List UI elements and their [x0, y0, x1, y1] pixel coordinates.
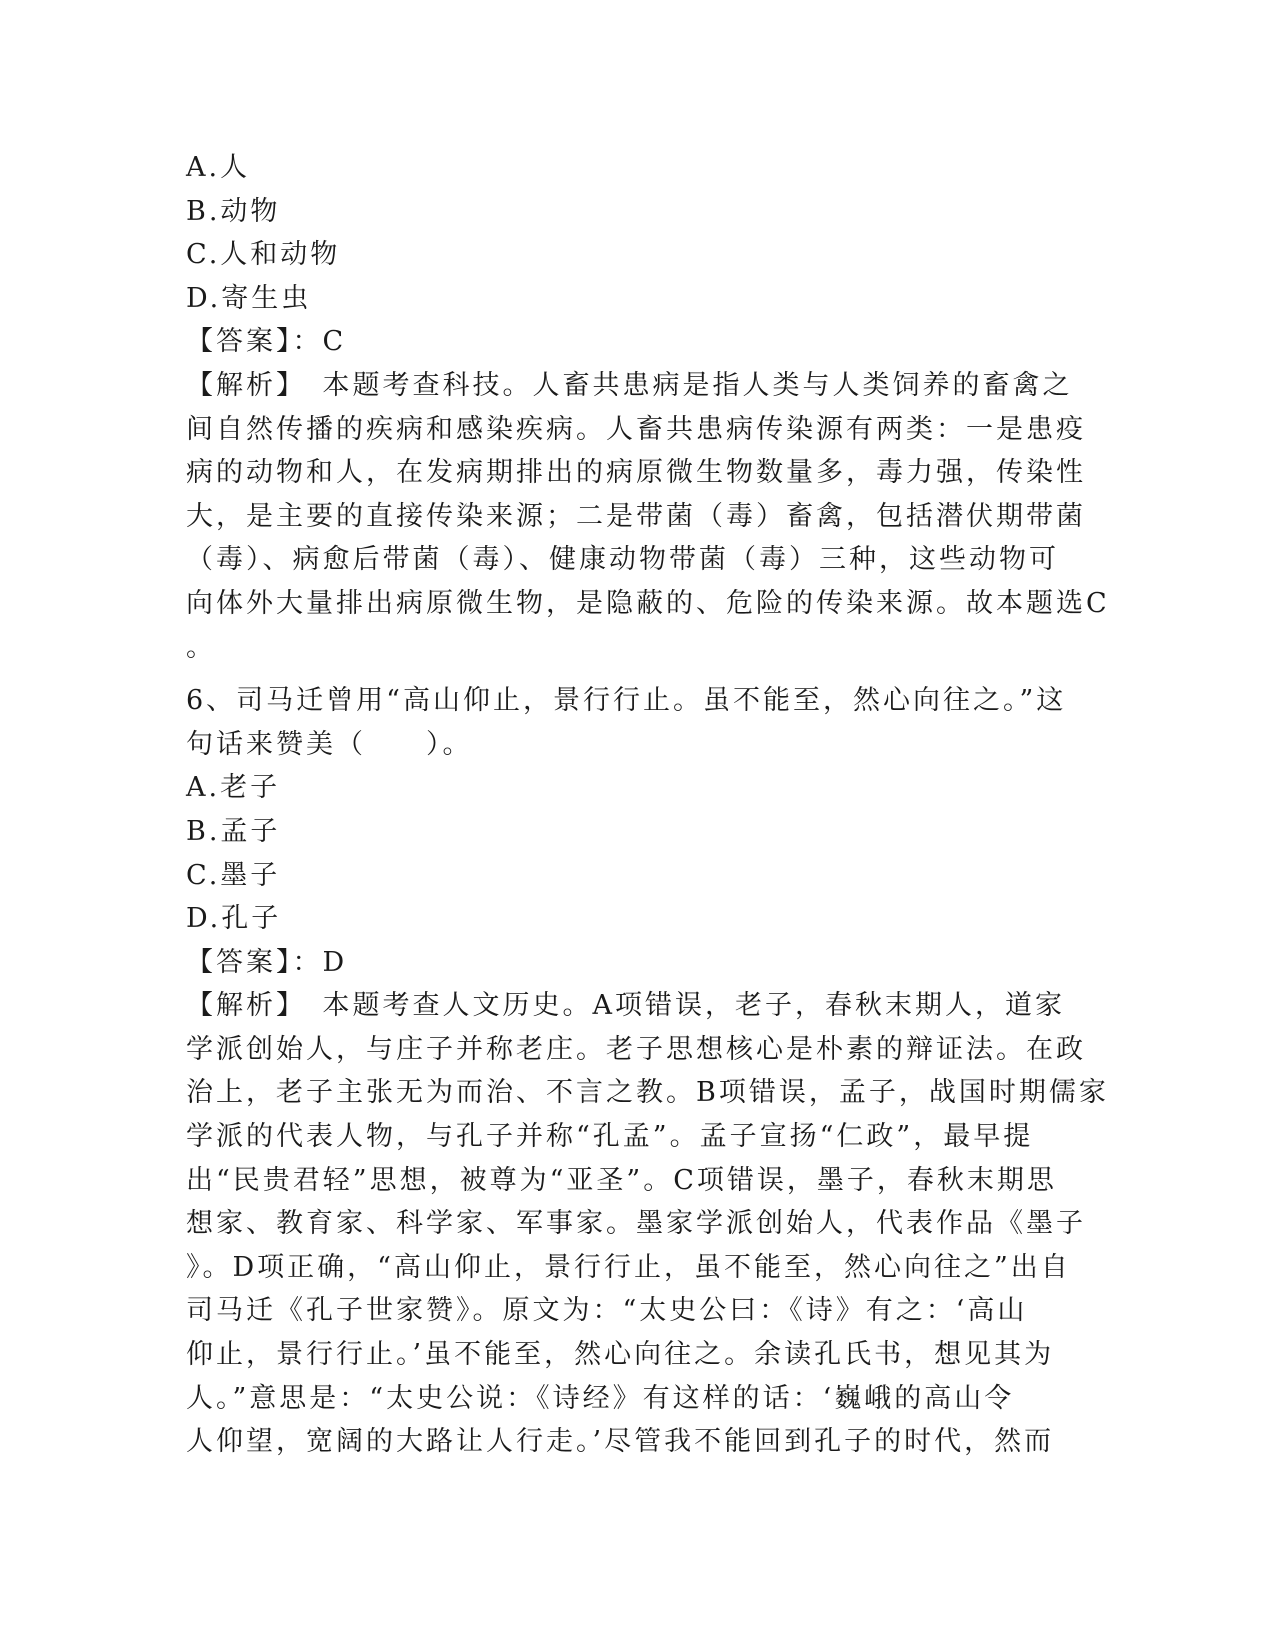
option-c: C.人和动物 [186, 239, 341, 271]
analysis-block [186, 984, 1109, 1464]
analysis-line: 司马迁《孔子世家赞》。原文为：“太史公曰：《诗》有之：‘高山 [186, 1295, 1028, 1327]
analysis-line: 出“民贵君轻”思想，被尊为“亚圣”。C项错误，墨子，春秋末期思 [186, 1164, 1057, 1196]
analysis-line: 学派创始人，与庄子并称老庄。老子思想核心是朴素的辩证法。在政 [186, 1033, 1086, 1065]
analysis-line: 》。D项正确，“高山仰止，景行行止，虽不能至，然心向往之”出自 [186, 1251, 1071, 1283]
question-6 [186, 679, 1109, 1464]
answer-line: 【答案】：C [186, 326, 347, 358]
analysis-line: 人。”意思是：“太史公说：《诗经》有这样的话：‘巍峨的高山令 [186, 1382, 1015, 1414]
option-c: C.墨子 [186, 859, 281, 891]
analysis-line: 仰止，景行行止。’虽不能至，然心向往之。余读孔氏书，想见其为 [186, 1339, 1055, 1371]
question-5 [186, 146, 1110, 669]
analysis-line: 间自然传播的疾病和感染疾病。人畜共患病传染源有两类：一是患疫 [186, 413, 1086, 445]
option-a: A.老子 [186, 772, 281, 804]
analysis-line: 想家、教育家、科学家、军事家。墨家学派创始人，代表作品《墨子 [186, 1208, 1086, 1240]
option-b: B.动物 [186, 195, 281, 227]
analysis-line: （毒）、病愈后带菌（毒）、健康动物带菌（毒）三种，这些动物可 [186, 544, 1059, 576]
option-d: D.孔子 [186, 903, 282, 935]
analysis-line: 大，是主要的直接传染来源；二是带菌（毒）畜禽，包括潜伏期带菌 [186, 500, 1086, 532]
analysis-line: 【解析】 本题考查科技。人畜共患病是指人类与人类饲养的畜禽之 [186, 369, 1073, 401]
question-text-line: 句话来赞美（ ）。 [186, 728, 473, 760]
option-d: D.寄生虫 [186, 282, 312, 314]
analysis-line: 人仰望，宽阔的大路让人行走。’尽管我不能回到孔子的时代，然而 [186, 1426, 1055, 1458]
option-a: A.人 [186, 152, 251, 183]
analysis-line: 治上，老子主张无为而治、不言之教。B项错误，孟子，战国时期儒家 [186, 1077, 1109, 1109]
document-page [186, 146, 1110, 1464]
answer-line: 【答案】：D [186, 946, 348, 978]
option-b: B.孟子 [186, 815, 281, 847]
analysis-line: 向体外大量排出病原微生物，是隐蔽的、危险的传染来源。故本题选C [186, 587, 1110, 619]
analysis-line: 学派的代表人物，与孔子并称“孔孟”。孟子宣扬“仁政”，最早提 [186, 1121, 1034, 1153]
analysis-block [186, 364, 1110, 669]
question-spacer [186, 669, 1086, 679]
question-text-line: 6、司马迁曾用“高山仰止，景行行止。虽不能至，然心向往之。”这 [186, 685, 1067, 717]
analysis-line: 。 [186, 631, 216, 663]
analysis-line: 病的动物和人，在发病期排出的病原微生物数量多，毒力强，传染性 [186, 457, 1086, 489]
analysis-line: 【解析】 本题考查人文历史。A项错误，老子，春秋末期人，道家 [186, 990, 1065, 1022]
